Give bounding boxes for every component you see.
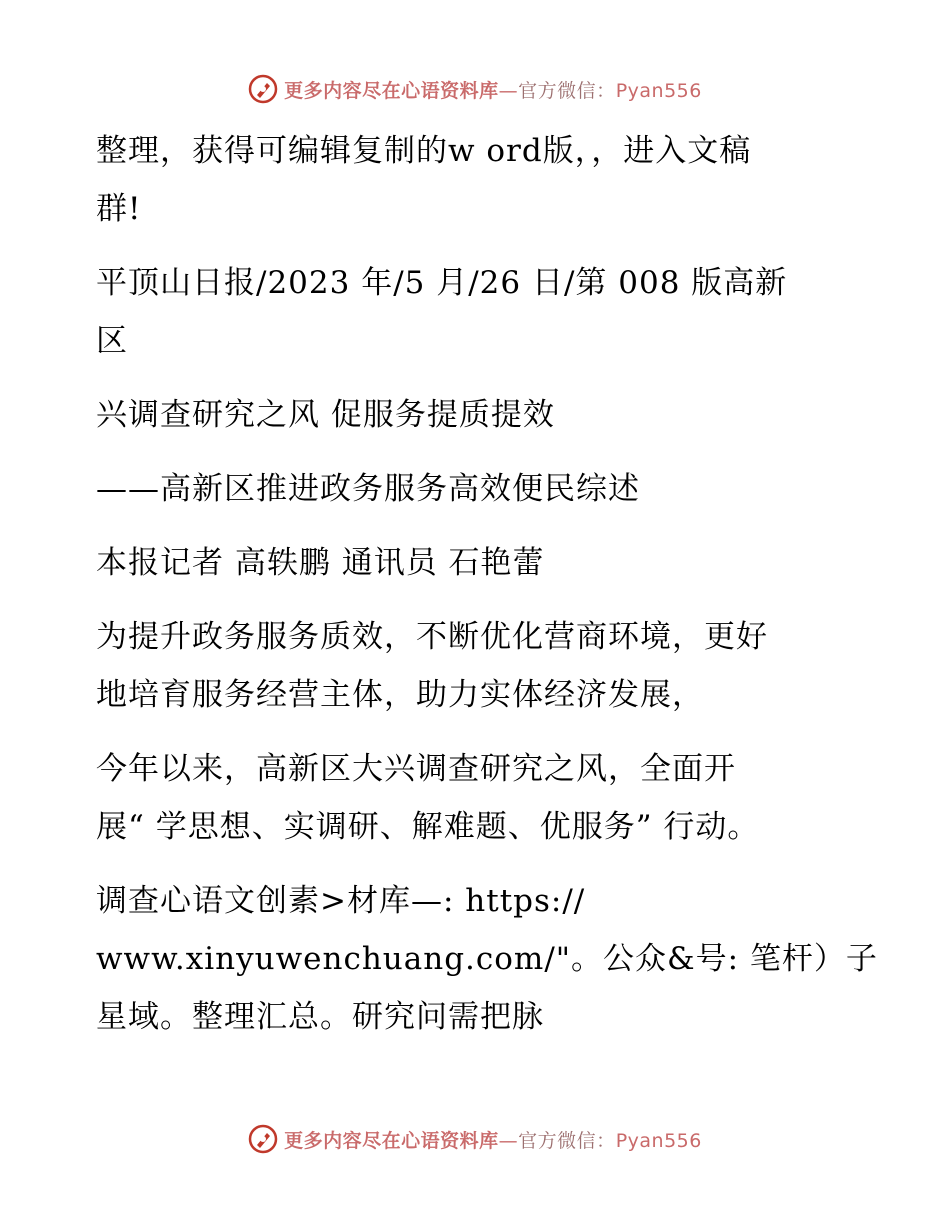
text-line: ——高新区推进政务服务高效便民综述 <box>96 471 640 507</box>
paragraph <box>96 534 846 592</box>
text-line: 平顶山日报/2023 年/5 月/26 日/第 008 版高新 <box>96 265 788 301</box>
text-line: 整理，获得可编辑复制的w ord版，，进入文稿 <box>96 133 752 169</box>
footer-watermark-banner <box>0 1121 950 1157</box>
watermark-wechat-label: 官方微信： <box>518 79 616 102</box>
text-line: 今年以来，高新区大兴调查研究之风，全面开 <box>96 751 736 787</box>
paragraph <box>96 460 846 518</box>
pen-logo-icon <box>248 1124 278 1154</box>
paragraph <box>96 122 846 238</box>
watermark-wechat-id: Pyan556 <box>615 1129 702 1152</box>
paragraph <box>96 254 846 370</box>
watermark-wechat-label: 官方微信： <box>518 1129 616 1152</box>
text-line: 本报记者 高轶鹏 通讯员 石艳蕾 <box>96 545 545 581</box>
paragraph <box>96 386 846 444</box>
watermark-wechat-id: Pyan556 <box>615 79 702 102</box>
text-line: 调查心语文创素>材库—: https:// <box>96 883 586 919</box>
text-line: 展“ 学思想、实调研、解难题、优服务” 行动。 <box>96 809 760 845</box>
watermark-main: 更多内容尽在心语资料库 <box>284 1129 499 1152</box>
text-line: 兴调查研究之风 促服务提质提效 <box>96 397 555 433</box>
text-line: 地培育服务经营主体，助力实体经济发展， <box>96 677 704 713</box>
text-line: 群! <box>96 191 142 227</box>
text-line: 星域。整理汇总。研究问需把脉 <box>96 999 544 1035</box>
text-line: www.xinyuwenchuang.com/"。公众&号: 笔杆）子 <box>96 941 878 977</box>
watermark-separator: — <box>498 79 519 102</box>
watermark-text <box>284 76 702 103</box>
text-line: 为提升政务服务质效，不断优化营商环境，更好 <box>96 619 768 655</box>
watermark-text <box>284 1126 702 1153</box>
document-body <box>96 122 878 1062</box>
paragraph <box>96 740 846 856</box>
paragraph <box>96 872 878 1046</box>
pen-logo-icon <box>248 74 278 104</box>
watermark-main: 更多内容尽在心语资料库 <box>284 79 499 102</box>
header-watermark-banner <box>0 71 950 107</box>
watermark-separator: — <box>498 1129 519 1152</box>
text-line: 区 <box>96 323 128 359</box>
paragraph <box>96 608 846 724</box>
